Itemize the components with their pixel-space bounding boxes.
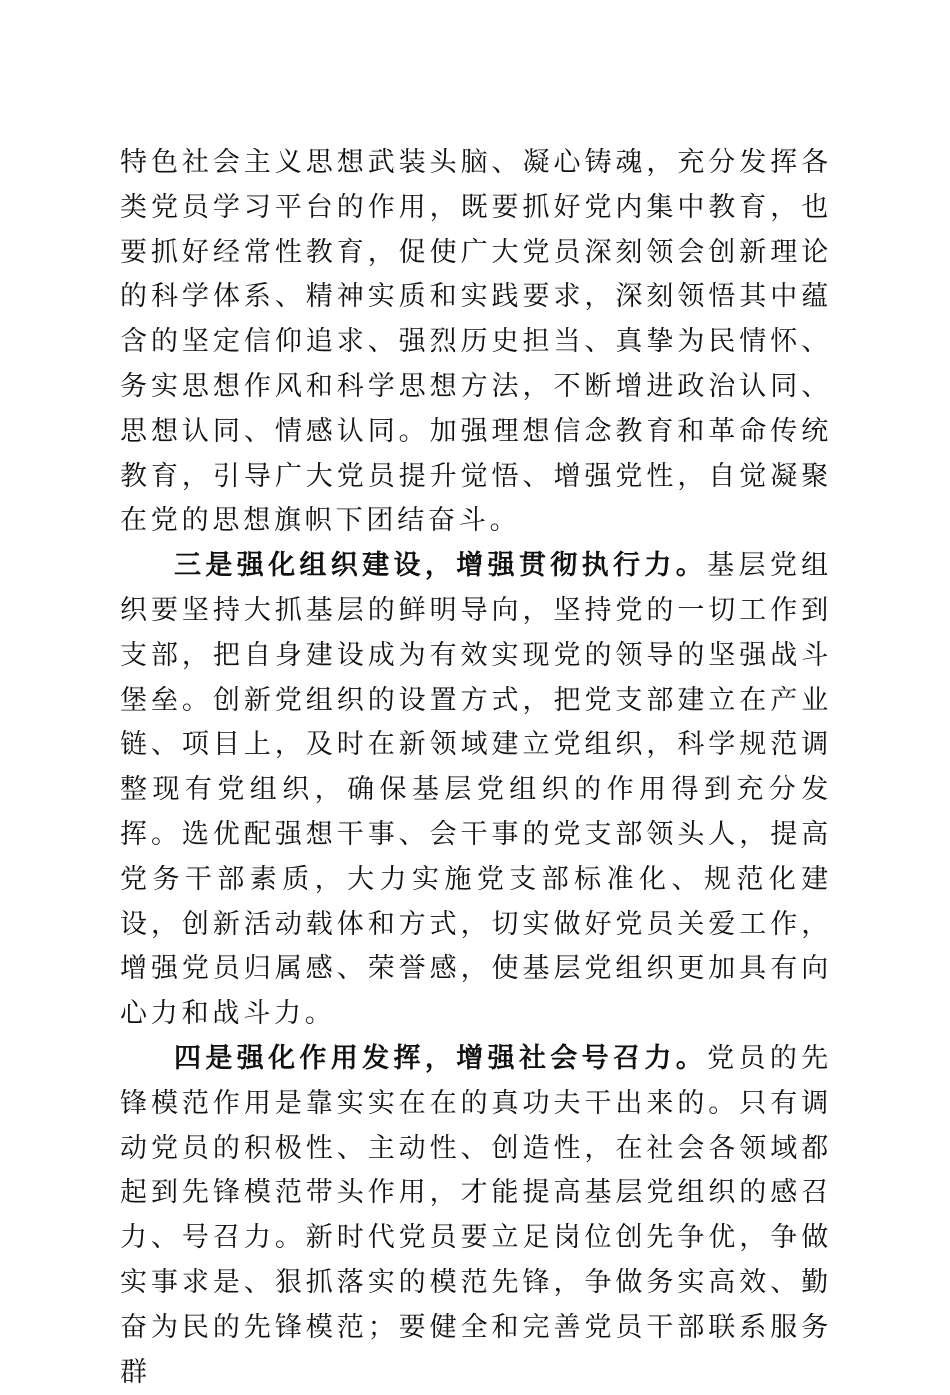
paragraph-3 [120, 1037, 832, 1395]
paragraph-2-lead: 三是强化组织建设，增强贯彻执行力。 [174, 550, 708, 582]
paragraph-1-body: 特色社会主义思想武装头脑、凝心铸魂，充分发挥各类党员学习平台的作用，既要抓好党内集中教育，也要抓好经常性教育，促使广大党员深刻领会创新理论的科学体系、精神实质和实践要求，深刻领悟其中蕴含的坚定信仰追求、强烈历史担当、真挚为民情怀、务实思想作风和科学思想方法，不断增进政治认同、思想认同、情感认同。加强理想信念教育和革命传统教育，引导广大党员提升觉悟、增强党性，自觉凝聚在党的思想旗帜下团结奋斗。 [120, 147, 832, 537]
document-body [120, 141, 832, 1395]
paragraph-3-lead: 四是强化作用发挥，增强社会号召力。 [174, 1042, 708, 1074]
paragraph-3-body: 党员的先锋模范作用是靠实实在在的真功夫干出来的。只有调动党员的积极性、主动性、创造性，在社会各领域都起到先锋模范带头作用，才能提高基层党组织的感召力、号召力。新时代党员要立足岗位创先争优，争做实事求是、狠抓落实的模范先锋，争做务实高效、勤奋为民的先锋模范；要健全和完善党员干部联系服务群 [120, 1042, 832, 1388]
paragraph-2-body: 基层党组织要坚持大抓基层的鲜明导向，坚持党的一切工作到支部，把自身建设成为有效实现党的领导的坚强战斗堡垒。创新党组织的设置方式，把党支部建立在产业链、项目上，及时在新领域建立党组织，科学规范调整现有党组织，确保基层党组织的作用得到充分发挥。选优配强想干事、会干事的党支部领头人，提高党务干部素质，大力实施党支部标准化、规范化建设，创新活动载体和方式，切实做好党员关爱工作，增强党员归属感、荣誉感，使基层党组织更加具有向心力和战斗力。 [120, 550, 832, 1030]
paragraph-2 [120, 544, 832, 1037]
paragraph-1 [120, 141, 832, 544]
